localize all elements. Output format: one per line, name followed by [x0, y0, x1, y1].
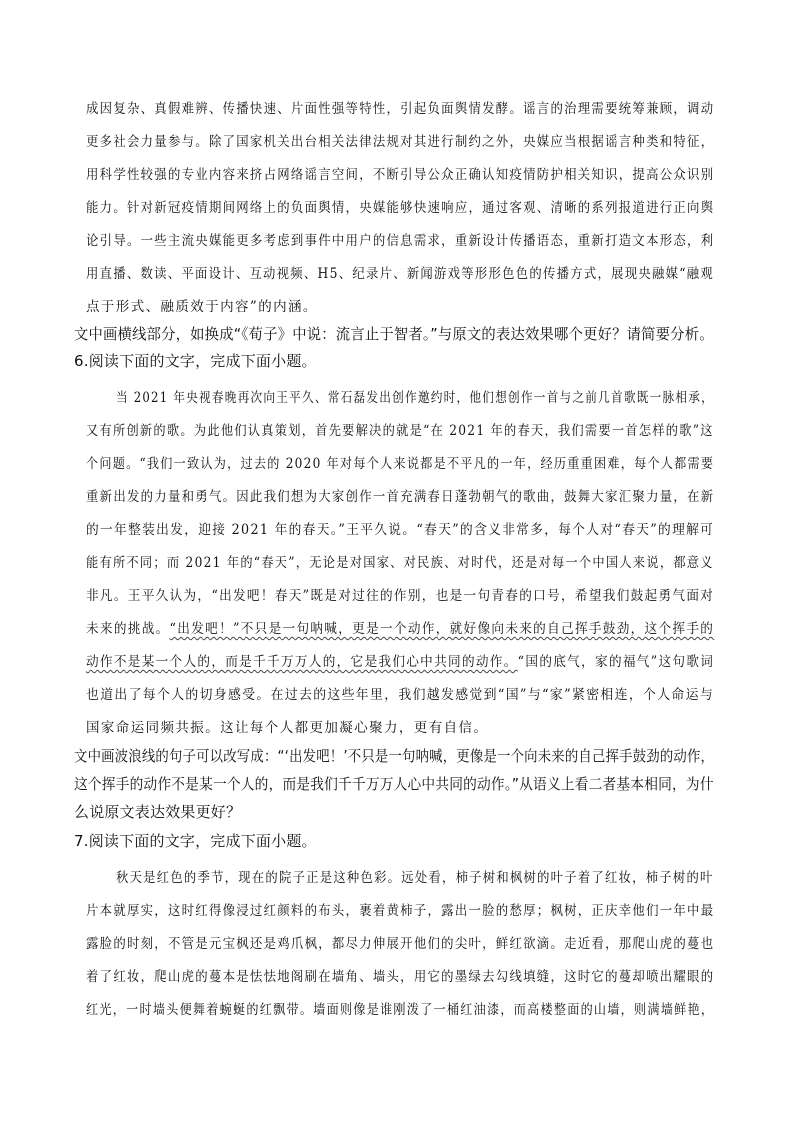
passage-5-line-5: 论引导。一些主流央媒能更多考虑到事件中用户的信息需求，重新设计传播语态，重新打造文本形态，利	[86, 233, 715, 249]
passage-6-line-8-plain: 未来的挑战。	[86, 621, 170, 637]
wavy-underlined-sentence-part-1: “出发吧！”不只是一句呐喊，更是一个动作，就好像向未来的自己挥手鼓劲，这个挥手的	[169, 621, 715, 637]
wavy-underlined-sentence-part-2: 动作不是某一个人的，而是千千万万人的，它是我们心中共同的动作。	[86, 654, 518, 670]
passage-6-line-9	[86, 652, 714, 672]
passage-6-line-8	[86, 619, 714, 639]
passage-6-line-2: 又有所创新的歌。为此他们认真策划，首先要解决的就是“在 2021 年的春天，我们需要一首怎样的歌”这	[86, 423, 714, 439]
passage-7-line-3: 露脸的时刻，不管是元宝枫还是鸡爪枫，都尽力伸展开他们的尖叶，鲜红欲滴。走近看，那爬山虎的蔓也	[86, 936, 715, 952]
passage-5-line-1: 成因复杂、真假难辨、传播快速、片面性强等特性，引起负面舆情发酵。谣言的治理需要统筹兼顾，调动	[86, 101, 715, 117]
passage-7-line-2: 片本就厚实，这时红得像浸过红颜料的布头，裹着黄柿子，露出一脸的愁厚；枫树，正庆幸他们一年中最	[86, 903, 715, 919]
passage-6-line-6: 能有所不同；而 2021 年的“春天”，无论是对国家、对民族、对时代，还是对每一个中国人来说，都意义	[86, 555, 714, 571]
passage-5-line-4: 能力。针对新冠疫情期间网络上的负面舆情，央媒能够快速响应，通过客观、清晰的系列报道进行正向舆	[86, 200, 715, 216]
passage-7-line-5: 红光，一时墙头便舞着蜿蜒的红飘带。墙面则像是谁刚泼了一桶红油漆，而高楼整面的山墙，则满墙鲜艳，	[86, 1002, 715, 1018]
question-6-header: 6.阅读下面的文字，完成下面小题。	[74, 352, 317, 370]
passage-5-line-7: 点于形式、融质效于内容”的内涵。	[86, 299, 318, 315]
passage-5-line-3: 用科学性较强的专业内容来挤占网络谣言空间，不断引导公众正确认知疫情防护相关知识，提高公众识别	[86, 167, 715, 183]
question-6-line-1: 文中画波浪线的句子可以改写成：“‘出发吧！’不只是一句呐喊，更像是一个向未来的自己挥手鼓劲的动作，	[74, 747, 715, 765]
question-5-text: 文中画横线部分，如换成“《荀子》中说：流言止于智者。”与原文的表达效果哪个更好？请简要分析。	[74, 325, 714, 343]
passage-6-line-7: 非凡。王平久认为，“出发吧！春天”既是对过往的作别，也是一句青春的口号，希望我们鼓起勇气面对	[86, 588, 715, 604]
passage-5-line-2: 更多社会力量参与。除了国家机关出台相关法律法规对其进行制约之外，央媒应当根据谣言种类和特征，	[86, 134, 715, 150]
passage-7-line-4: 着了红妆，爬山虎的蔓本是怯怯地阁刷在墙角、墙头，用它的墨绿去勾线填缝，这时它的蔓却喷出耀眼的	[86, 969, 715, 985]
passage-6-line-10: 也道出了每个人的切身感受。在过去的这些年里，我们越发感觉到“国”与“家”紧密相连，个人命运与	[86, 687, 715, 703]
passage-6-line-4: 重新出发的力量和勇气。因此我们想为大家创作一首充满春日蓬勃朝气的歌曲，鼓舞大家汇聚力量，在新	[86, 489, 715, 505]
passage-7-line-1: 秋天是红色的季节，现在的院子正是这种色彩。远处看，柿子树和枫树的叶子着了红妆，柿子树的叶	[116, 870, 714, 886]
question-7-header: 7.阅读下面的文字，完成下面小题。	[74, 832, 317, 850]
passage-6-line-9-plain: “国的底气，家的福气”这句歌词	[517, 654, 715, 670]
question-6-line-2: 这个挥手的动作不是某一个人的，而是我们千千万万人心中共同的动作。”从语义上看二者基本相同，为什	[74, 775, 714, 793]
passage-6-line-3: 个问题。“我们一致认为，过去的 2020 年对每个人来说都是不平凡的一年，经历重重困难，每个人都需要	[86, 456, 715, 472]
passage-6-line-1: 当 2021 年央视春晚再次向王平久、常石磊发出创作邀约时，他们想创作一首与之前几首歌既一脉相承，	[116, 390, 715, 406]
question-6-line-3: 么说原文表达效果更好？	[74, 803, 242, 821]
passage-5-line-6: 用直播、数读、平面设计、互动视频、H5、纪录片、新闻游戏等形形色色的传播方式，展现央融媒“融观	[86, 266, 715, 282]
passage-6-line-11: 国家命运同频共振。这让每个人都更加凝心聚力，更有自信。	[86, 720, 489, 736]
passage-6-line-5: 的一年整装出发，迎接 2021 年的春天。”王平久说。“春天”的含义非常多，每个人对“春天”的理解可	[86, 522, 715, 538]
